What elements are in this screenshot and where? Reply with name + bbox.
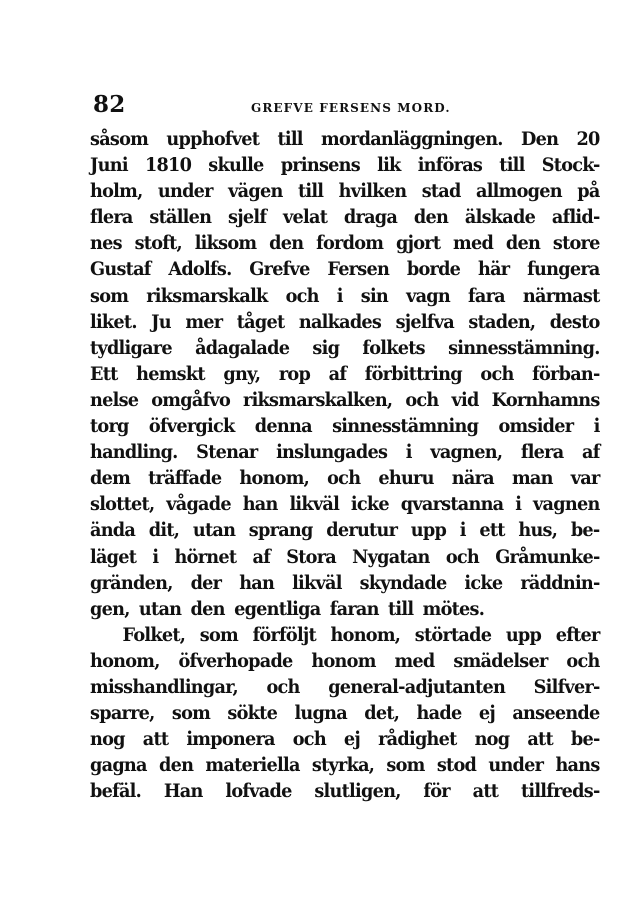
text-line (90, 387, 600, 413)
word: dem (90, 467, 131, 490)
word: Kornhamns (491, 388, 600, 411)
word: den (413, 206, 449, 229)
word: af (328, 362, 347, 385)
word: fara (468, 284, 505, 307)
word: hvilken (338, 180, 407, 203)
word: gny, (223, 362, 261, 385)
word: öfvergick (148, 415, 235, 438)
word: Nygatan (352, 545, 430, 568)
word: Gråmunke- (495, 545, 600, 568)
word: sinnesstämning (332, 415, 479, 438)
word: Gustaf (90, 258, 151, 281)
word: stod (436, 754, 477, 777)
word: denna (254, 415, 312, 438)
text-line (90, 152, 600, 178)
word: som (171, 702, 211, 725)
word: gränden, (90, 571, 173, 594)
word: store (552, 232, 600, 255)
word: Grefve (249, 258, 310, 281)
word: staden, (468, 310, 536, 333)
word: vägen (228, 180, 283, 203)
word: gjort (395, 232, 441, 255)
word: liksom (194, 232, 257, 255)
word: flera (520, 441, 564, 464)
word: imponera (186, 728, 275, 751)
word: Adolfs. (168, 258, 232, 281)
word: öfverhopade (178, 649, 293, 672)
word: honom, (330, 623, 401, 646)
word: draga (343, 206, 398, 229)
word: likväl (292, 571, 342, 594)
word: nes (90, 232, 122, 255)
word: han (239, 571, 275, 594)
word: till (277, 128, 303, 150)
word: sprang (248, 519, 313, 542)
word: nelse (90, 388, 139, 411)
word: ej (478, 702, 495, 725)
word: sig (312, 336, 340, 359)
word: och (566, 649, 600, 672)
word: ställen (149, 206, 212, 229)
word: och (480, 362, 514, 385)
word: mordanläggningen. (321, 128, 503, 150)
word: att (142, 728, 169, 751)
word: stad (421, 180, 461, 203)
word: Den (521, 128, 559, 150)
word: som (199, 623, 239, 646)
word: fungera (527, 258, 600, 281)
word: dit, (148, 519, 180, 542)
word: riksmarskalken, (242, 388, 393, 411)
word: egentliga (234, 597, 321, 620)
word: nog (90, 728, 125, 751)
word: honom, (239, 467, 310, 490)
word: det, (364, 702, 400, 725)
word: införas (417, 154, 483, 177)
text-line (90, 439, 600, 465)
word: allmogen (476, 180, 562, 203)
word: folkets (362, 336, 425, 359)
word: att (527, 728, 553, 751)
word: och (327, 467, 361, 490)
word: störtade (414, 623, 492, 646)
word: sin (360, 284, 389, 307)
word: icke (350, 493, 389, 516)
word: slutligen, (314, 780, 401, 803)
word: smädelser (453, 649, 548, 672)
text-line (90, 726, 600, 752)
word: utan (192, 519, 236, 542)
word: ehuru (378, 467, 434, 490)
word: desto (549, 310, 600, 333)
word: och (285, 284, 319, 307)
word: prinsens (280, 154, 360, 177)
word: likväl (289, 493, 340, 516)
word: Ett (90, 362, 118, 385)
word: skyndade (359, 571, 447, 594)
text-line (90, 570, 600, 596)
word: hemskt (136, 362, 205, 385)
word: tillfreds- (520, 780, 600, 803)
word: med (453, 232, 494, 255)
word: fordom (316, 232, 384, 255)
word: hus, (518, 519, 558, 542)
word: af (582, 441, 600, 464)
word: med (394, 649, 435, 672)
word: faran (329, 597, 379, 620)
word: och (445, 545, 480, 568)
word: förföljt (252, 623, 316, 646)
word: hans (555, 754, 600, 777)
word: sparre, (90, 702, 155, 725)
word: handling. (90, 441, 178, 464)
word: aflid- (551, 206, 600, 229)
word: den (269, 232, 304, 255)
word: upp (410, 519, 447, 542)
word: att (472, 780, 499, 803)
word: qvarstanna (400, 493, 504, 516)
word: älskade (464, 206, 536, 229)
word: icke (464, 571, 503, 594)
word: inslungades (276, 441, 388, 464)
word: materiella (205, 754, 300, 777)
word: nalkades (298, 310, 382, 333)
word: der (190, 571, 222, 594)
word: närmast (522, 284, 600, 307)
text-line (90, 309, 600, 335)
word: förban- (532, 362, 600, 385)
text-line (90, 230, 600, 256)
word: räddnin- (520, 571, 600, 594)
word: Juni (90, 154, 128, 177)
word: ett (479, 519, 505, 542)
text-line (90, 491, 600, 517)
body-text (90, 126, 600, 806)
word: holm, (90, 180, 143, 203)
text-line (90, 622, 600, 648)
word: befäl. (90, 780, 142, 803)
word: rop (278, 362, 311, 385)
word: sinnesstämning. (448, 336, 600, 359)
word: såsom (90, 128, 149, 150)
word: till (499, 154, 525, 177)
word: läget (90, 545, 137, 568)
word: i (593, 415, 600, 438)
word: Stock- (541, 154, 600, 177)
word: i (152, 545, 159, 568)
word: ej (343, 728, 361, 751)
word: lofvade (225, 780, 292, 803)
word: träffade (148, 467, 222, 490)
text-line (90, 596, 600, 622)
word: nog (474, 728, 510, 751)
word: efter (555, 623, 600, 646)
word: 20 (576, 128, 600, 150)
word: lugna (294, 702, 347, 725)
word: Fersen (327, 258, 390, 281)
word: sjelf (228, 206, 267, 229)
word: skulle (208, 154, 264, 177)
word: sjelfva (395, 310, 454, 333)
running-head: GREFVE FERSENS MORD. (251, 101, 451, 115)
text-line (90, 778, 600, 804)
text-line (90, 283, 600, 309)
word: vagnen, (430, 441, 503, 464)
word: i (459, 519, 466, 542)
word: under (157, 180, 213, 203)
word: honom (311, 649, 376, 672)
text-line (90, 256, 600, 282)
text-line (90, 544, 600, 570)
word: gagna (90, 754, 147, 777)
word: derutur (326, 519, 398, 542)
text-line (90, 674, 600, 700)
word: utan (138, 597, 182, 620)
page-number: 82 (93, 91, 126, 118)
word: anseende (512, 702, 600, 725)
word: rådighet (378, 728, 457, 751)
word: stoft, (134, 232, 182, 255)
text-line (90, 648, 600, 674)
word: vågade (166, 493, 231, 516)
word: vid (451, 388, 479, 411)
text-line (90, 413, 600, 439)
word: borde (406, 258, 461, 281)
word: torg (90, 415, 129, 438)
word: lik (377, 154, 401, 177)
word: var (570, 467, 600, 490)
word: mer (185, 310, 223, 333)
word: velat (283, 206, 328, 229)
word: i (515, 493, 522, 516)
word: vagnen (533, 493, 600, 516)
word: på (577, 180, 600, 203)
word: och (405, 388, 439, 411)
word: be- (570, 519, 600, 542)
word: hade (416, 702, 462, 725)
word: Ju (151, 310, 171, 333)
word: honom, (90, 649, 160, 672)
word: tåget (236, 310, 285, 333)
word: ådagalade (195, 336, 290, 359)
word: förbittring (364, 362, 462, 385)
word: den (505, 232, 541, 255)
word: Silfver- (533, 675, 600, 698)
word: hörnet (174, 545, 237, 568)
word: omgåfvo (151, 388, 231, 411)
word: nära (451, 467, 494, 490)
word: här (477, 258, 510, 281)
word: gen, (90, 597, 130, 620)
text-line (90, 204, 600, 230)
word: under (488, 754, 544, 777)
word: som (90, 284, 129, 307)
text-line (90, 178, 600, 204)
word: mötes. (422, 597, 485, 620)
text-line (90, 126, 600, 152)
word: och (292, 728, 326, 751)
word: ända (90, 519, 136, 542)
word: Folket, (122, 623, 186, 646)
word: be- (570, 728, 600, 751)
word: general-adjutanten (328, 675, 506, 698)
word: i (336, 284, 343, 307)
word: upphofvet (166, 128, 260, 150)
word: liket. (90, 310, 137, 333)
word: man (511, 467, 553, 490)
word: Han (163, 780, 203, 803)
word: omsider (498, 415, 574, 438)
word: 1810 (144, 154, 192, 177)
text-line (90, 700, 600, 726)
word: den (190, 597, 225, 620)
word: styrka, (311, 754, 375, 777)
word: han (242, 493, 278, 516)
word: Stenar (196, 441, 258, 464)
word: Stora (286, 545, 336, 568)
word: slottet, (90, 493, 155, 516)
text-line (90, 335, 600, 361)
text-line (90, 752, 600, 778)
word: till (388, 597, 414, 620)
word: som (386, 754, 425, 777)
word: riksmarskalk (146, 284, 268, 307)
word: flera (90, 206, 133, 229)
word: vagn (406, 284, 451, 307)
word: i (405, 441, 412, 464)
text-line (90, 517, 600, 543)
word: sökte (227, 702, 278, 725)
text-line (90, 465, 600, 491)
page-header (93, 90, 599, 124)
word: och (266, 675, 300, 698)
word: af (252, 545, 271, 568)
word: till (297, 180, 324, 203)
text-line (90, 361, 600, 387)
word: misshandlingar, (90, 675, 238, 698)
word: upp (505, 623, 542, 646)
word: för (423, 780, 450, 803)
word: tydligare (90, 336, 172, 359)
word: den (158, 754, 194, 777)
